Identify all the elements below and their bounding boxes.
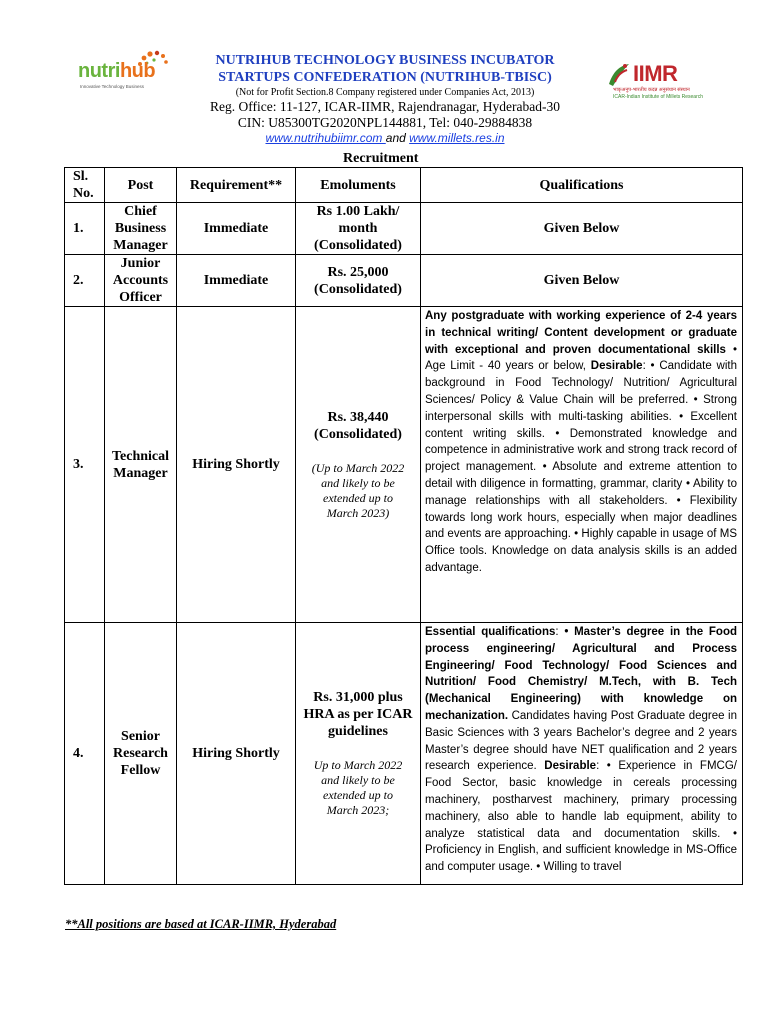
emoluments-value: Rs. 38,440 (Consolidated) [314,409,402,442]
table-row: 2. Junior Accounts Officer Immediate Rs. 25,000 (Consolidated) Given Below [65,255,743,307]
letterhead [0,0,770,150]
iimr-logo: IIMR भाकृअनुप-भारतीय कदन्न अनुसंधान संस्थान ICAR-Indian Institute of Millets Research [605,58,700,102]
nutrihub-link[interactable]: www.nutrihubiimr.com [265,131,386,145]
page-title: Recruitment [343,151,419,166]
header-sl: Sl. No. [65,168,105,203]
qualifications-text: Essential qualifications: • Master’s degree in the Food process engineering/ Agricultural and Process Engineering/ Food Technology/ Food Sciences and Nutrition/ Food Chemistry/ M.Tech, with B. Tech (Mechanical Engineering) with knowledge on mechanization. Candidates having Post Graduate degree in Basic Sciences with 3 years Bachelor’s degree and 2 years Master’s degree should have NET qualification and 2 years research experience. Desirable: • Experience in FMCG/ Food Sector, basic knowledge in cereals processing machinery, postharvest machinery, primary processing machinery, also able to handle lab equipment, ability to analyze statistical data and documentation skills. • Proficiency in English, and sufficient knowledge in MS-Office and computer usage. • Willing to travel [421,623,743,885]
table-row: 3. Technical Manager Hiring Shortly Rs. 38,440 (Consolidated) (Up to March 2022 and likely to be extended up to March 2023) Any postgraduate with working experience of 2-4 years in technical writing/ Content development or graduate with exceptional and proven documentational skills • Age Limit - 40 years or below, Desirable: • Candidate with background in Food Technology/ Nutrition/ Agricultural Sciences/ Policy & Value Chain will be preferred. • Strong interpersonal skills with multi-tasking abilities. • Excellent content writing skills. • Demonstrated knowledge and competence in administrative work and strong track record of project management. • Absolute and extreme attention to detail with diligence in formatting, grammar, clarity • Ability to manage relationships with all stakeholders. • Flexibility towards long work hours, especially when major deadlines and events are approaching. • Highly capable in usage of MS Office tools. Knowledge on data analysis skills is an added advantage. [65,307,743,623]
org-name: NUTRIHUB TECHNOLOGY BUSINESS INCUBATOR [215,53,555,68]
emoluments-note: Up to March 2022 and likely to be extended up to March 2023; [313,758,403,817]
table-header-row [65,168,743,203]
header-emoluments: Emoluments [296,168,421,203]
org-status: (Not for Profit Section.8 Company registered under Companies Act, 2013) [235,87,535,98]
header-post: Post [105,168,177,203]
header-qualifications: Qualifications [421,168,743,203]
table-row: 4. Senior Research Fellow Hiring Shortly Rs. 31,000 plus HRA as per ICAR guidelines Up to March 2022 and likely to be extended up to March 2023; Essential qualifications: • Master’s degree in the Food process engineering/ Agricultural and Process Engineering/ Food Technology/ Food Sciences and Nutrition/ Food Chemistry/ M.Tech, with B. Tech (Mechanical Engineering) with knowledge on mechanization. Candidates having Post Graduate degree in Basic Sciences with 3 years Bachelor’s degree and 2 years Master’s degree should have NET qualification and 2 years research experience. Desirable: • Experience in FMCG/ Food Sector, basic knowledge in cereals processing machinery, postharvest machinery, primary processing machinery, also able to handle lab equipment, ability to analyze statistical data and documentation skills. • Proficiency in English, and sufficient knowledge in MS-Office and computer usage. • Willing to travel [65,623,743,885]
emoluments-value: Rs. 31,000 plus HRA as per ICAR guidelines [303,690,413,739]
website-links: www.nutrihubiimr.com and www.millets.res.in [265,131,505,145]
footer-note: **All positions are based at ICAR-IIMR, Hyderabad [65,917,337,931]
recruitment-table [64,167,743,885]
table-row: 1. Chief Business Manager Immediate Rs 1.00 Lakh/ month (Consolidated) Given Below [65,203,743,255]
emoluments-note: (Up to March 2022 and likely to be extended up to March 2023) [311,460,405,520]
reg-office: Reg. Office: 11-127, ICAR-IIMR, Rajendranagar, Hyderabad-30 [210,99,560,114]
org-subname: STARTUPS CONFEDERATION (NUTRIHUB-TBISC) [218,70,552,85]
nutrihub-logo: nutrihub Innovative Technology Business [76,50,172,96]
header-requirement: Requirement** [177,168,296,203]
cin-tel: CIN: U85300TG2020NPL144881, Tel: 040-29884838 [237,115,533,130]
qualifications-text: Any postgraduate with working experience of 2-4 years in technical writing/ Content development or graduate with exceptional and proven documentational skills • Age Limit - 40 years or below, Desirable: • Candidate with background in Food Technology/ Nutrition/ Agricultural Sciences/ Policy & Value Chain will be preferred. • Strong interpersonal skills with multi-tasking abilities. • Excellent content writing skills. • Demonstrated knowledge and competence in administrative work and strong track record of project management. • Absolute and extreme attention to detail with diligence in formatting, grammar, clarity • Ability to manage relationships with all stakeholders. • Flexibility towards long work hours, especially when major deadlines and events are approaching. • Highly capable in usage of MS Office tools. Knowledge on data analysis skills is an added advantage. [421,307,743,623]
millets-link[interactable]: www.millets.res.in [409,131,505,145]
